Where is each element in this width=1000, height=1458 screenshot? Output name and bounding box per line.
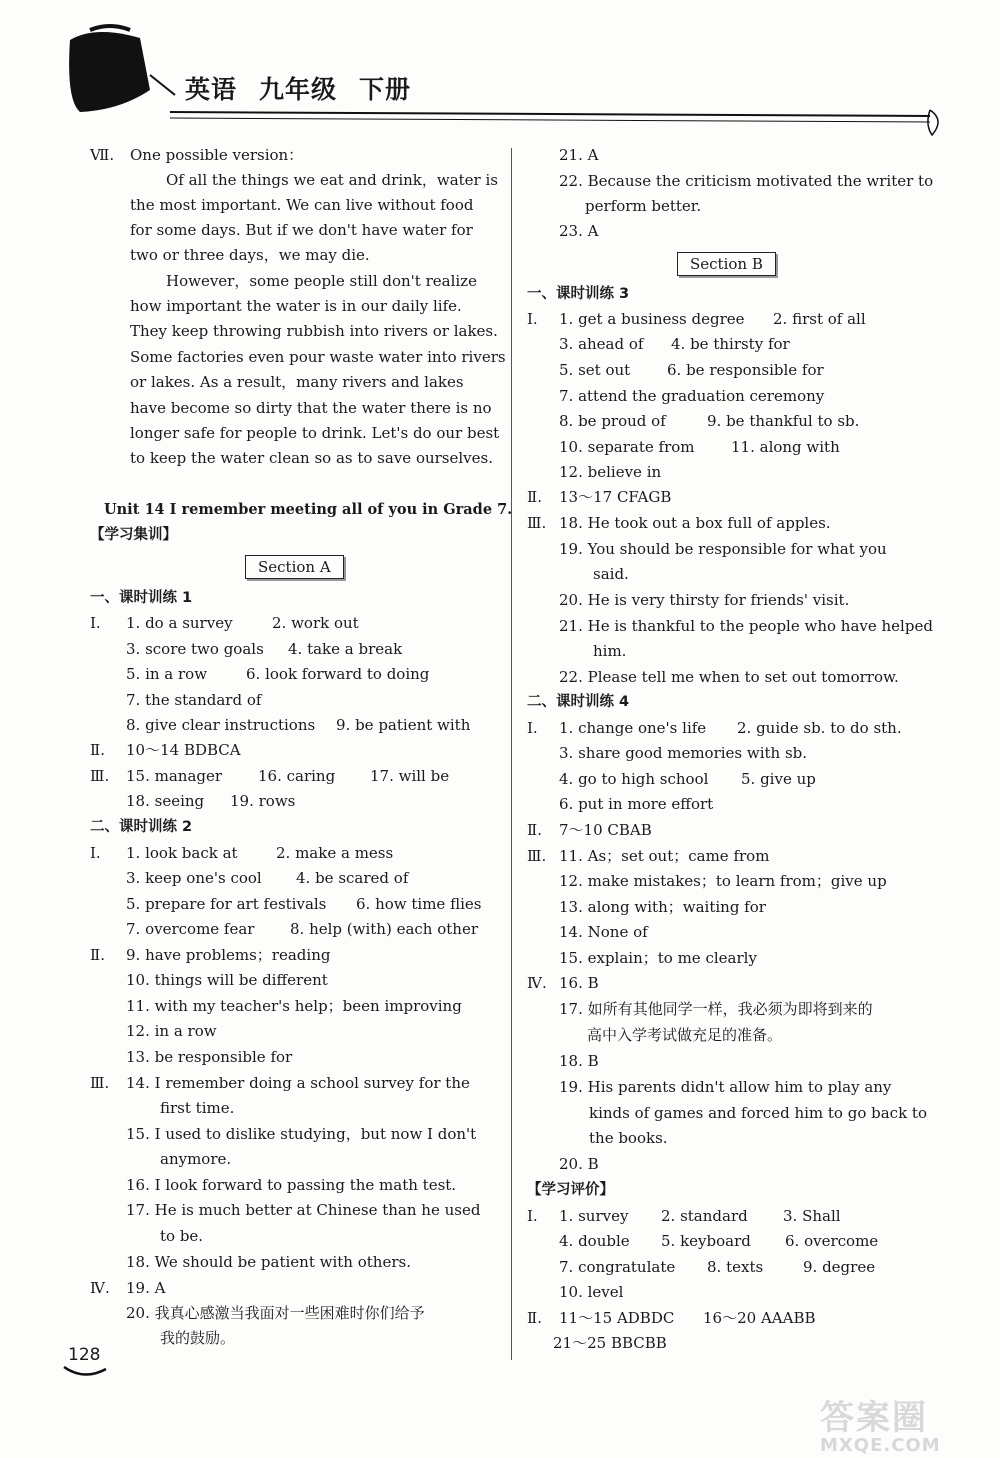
section-b-box: Section B xyxy=(677,252,776,276)
answer: 10～14 BDBCA xyxy=(126,741,241,759)
answer: 6. overcome xyxy=(785,1232,879,1250)
answer: 2. first of all xyxy=(773,310,866,328)
answer: 7. overcome fear xyxy=(126,920,255,938)
answer: 3. ahead of xyxy=(559,335,644,353)
answer: 9. have problems；reading xyxy=(126,946,331,964)
study-head: 【学习集训】 xyxy=(90,527,177,543)
answer: 19. You should be responsible for what you xyxy=(559,540,887,558)
answer: 12. make mistakes；to learn from；give up xyxy=(559,872,887,890)
answer: 21. A xyxy=(559,146,599,164)
answer: 16. caring xyxy=(258,767,336,785)
answer: 8. help (with) each other xyxy=(290,920,478,938)
answer: first time. xyxy=(160,1099,235,1117)
answer: 2. work out xyxy=(272,614,359,632)
essay-intro: One possible version： xyxy=(130,146,304,164)
answer: 8. give clear instructions xyxy=(126,716,316,734)
answer: 9. be patient with xyxy=(336,716,471,734)
answer: 11. with my teacher's help；been improving xyxy=(126,997,462,1015)
answer: 6. look forward to doing xyxy=(246,665,430,683)
answer: 2. guide sb. to do sth. xyxy=(737,719,902,737)
roman-ii: Ⅱ. xyxy=(527,1309,542,1327)
lesson-2-head: 二、课时训练 2 xyxy=(90,819,193,835)
answer: 20. 我真心感激当我面对一些困难时你们给予 xyxy=(126,1304,425,1322)
header-volume: 下册 xyxy=(359,75,412,104)
answer: 11. along with xyxy=(731,438,840,456)
answer: 高中入学考试做充足的准备。 xyxy=(587,1026,783,1044)
header-subject: 英语 xyxy=(185,75,238,104)
answer: 15. I used to dislike studying，but now I don't xyxy=(126,1125,477,1143)
answer: 1. survey xyxy=(559,1207,629,1225)
roman-iii: Ⅲ. xyxy=(527,514,547,532)
essay-line: have become so dirty that the water there is no xyxy=(130,399,492,417)
header-decoration xyxy=(0,0,1000,140)
answer: 17. He is much better at Chinese than he used xyxy=(126,1201,481,1219)
answer: 13. be responsible for xyxy=(126,1048,293,1066)
answer: 5. give up xyxy=(741,770,816,788)
answer: 18. B xyxy=(559,1052,599,1070)
answer: 1. change one's life xyxy=(559,719,707,737)
answer: 7. the standard of xyxy=(126,691,262,709)
answer: 20. B xyxy=(559,1155,599,1173)
answer: 18. He took out a box full of apples. xyxy=(559,514,831,532)
answer: 19. His parents didn't allow him to play any xyxy=(559,1078,892,1096)
answer: him. xyxy=(593,642,627,660)
page-number xyxy=(68,1345,100,1365)
answer: 4. take a break xyxy=(288,640,403,658)
answer: 6. be responsible for xyxy=(667,361,824,379)
roman-iv: Ⅳ. xyxy=(90,1279,110,1297)
answer: 16. I look forward to passing the math test. xyxy=(126,1176,457,1194)
answer: 10. level xyxy=(559,1283,624,1301)
answer: 15. manager xyxy=(126,767,223,785)
answer: 7～10 CBAB xyxy=(559,821,652,839)
answer: 4. be thirsty for xyxy=(671,335,790,353)
roman-i: Ⅰ. xyxy=(527,310,538,328)
answer: 18. seeing xyxy=(126,792,205,810)
answer: 10. separate from xyxy=(559,438,695,456)
page-header xyxy=(0,0,1000,140)
answer: 18. We should be patient with others. xyxy=(126,1253,411,1271)
essay-line: They keep throwing rubbish into rivers or lakes. xyxy=(130,322,498,340)
roman-iii: Ⅲ. xyxy=(90,767,110,785)
answer: 5. in a row xyxy=(126,665,208,683)
answer: 11～15 ADBDC xyxy=(559,1309,675,1327)
answer: 2. standard xyxy=(661,1207,748,1225)
answer: 19. A xyxy=(126,1279,166,1297)
essay-line: or lakes. As a result，many rivers and lakes xyxy=(130,373,464,391)
roman-ii: Ⅱ. xyxy=(527,821,542,839)
lesson-4-head: 二、课时训练 4 xyxy=(527,694,630,710)
answer: 12. in a row xyxy=(126,1022,217,1040)
roman-iii: Ⅲ. xyxy=(527,847,547,865)
essay-line: Some factories even pour waste water into rivers xyxy=(130,348,506,366)
eval-head: 【学习评价】 xyxy=(527,1182,614,1198)
answer: kinds of games and forced him to go back to xyxy=(589,1104,927,1122)
answer: to be. xyxy=(160,1227,204,1245)
essay-line: the most important. We can live without food xyxy=(130,196,474,214)
answer: 3. Shall xyxy=(783,1207,841,1225)
answer: 22. Because the criticism motivated the writer to xyxy=(559,172,934,190)
essay-line: two or three days，we may die. xyxy=(130,246,370,264)
essay-line: to keep the water clean so as to save ourselves. xyxy=(130,449,493,467)
roman-i: Ⅰ. xyxy=(527,1207,538,1225)
answer: 17. 如所有其他同学一样，我必须为即将到来的 xyxy=(559,1000,873,1018)
answer: 12. believe in xyxy=(559,463,662,481)
answer: 20. He is very thirsty for friends' visit. xyxy=(559,591,850,609)
answer: 5. set out xyxy=(559,361,631,379)
answer: 4. be scared of xyxy=(296,869,409,887)
answer: 8. texts xyxy=(707,1258,764,1276)
answer: 7. congratulate xyxy=(559,1258,676,1276)
roman-vii: Ⅶ. xyxy=(90,146,115,164)
answer: said. xyxy=(593,565,629,583)
essay-line: However，some people still don't realize xyxy=(166,272,477,290)
answer: 1. look back at xyxy=(126,844,238,862)
answer: 22. Please tell me when to set out tomorrow. xyxy=(559,668,899,686)
answer: 19. rows xyxy=(230,792,296,810)
section-a-box: Section A xyxy=(245,555,344,579)
roman-iv: Ⅳ. xyxy=(527,974,547,992)
answer: 1. do a survey xyxy=(126,614,233,632)
answer: 3. share good memories with sb. xyxy=(559,744,808,762)
essay-line: for some days. But if we don't have water for xyxy=(130,221,473,239)
answer: 21. He is thankful to the people who have helped xyxy=(559,617,933,635)
answer: 17. will be xyxy=(370,767,450,785)
roman-i: Ⅰ. xyxy=(527,719,538,737)
roman-ii: Ⅱ. xyxy=(90,946,105,964)
roman-i: Ⅰ. xyxy=(90,844,101,862)
header-title xyxy=(185,70,433,106)
answer: 13～17 CFAGB xyxy=(559,488,672,506)
answer: 6. put in more effort xyxy=(559,795,714,813)
answer: perform better. xyxy=(585,197,702,215)
column-divider xyxy=(511,148,512,1360)
page-number-text: 128 xyxy=(68,1345,101,1365)
answer: 3. keep one's cool xyxy=(126,869,262,887)
answer: 14. I remember doing a school survey for the xyxy=(126,1074,470,1092)
essay-line: how important the water is in our daily life. xyxy=(130,297,462,315)
answer: anymore. xyxy=(160,1150,232,1168)
answer: the books. xyxy=(589,1129,668,1147)
answer: 15. explain；to me clearly xyxy=(559,949,757,967)
answer: 11. As；set out；came from xyxy=(559,847,770,865)
answer: 7. attend the graduation ceremony xyxy=(559,387,825,405)
answer: 我的鼓励。 xyxy=(160,1329,236,1347)
answer: 1. get a business degree xyxy=(559,310,745,328)
answer: 9. be thankful to sb. xyxy=(707,412,860,430)
essay-line: longer safe for people to drink. Let's do our best xyxy=(130,424,500,442)
lesson-3-head: 一、课时训练 3 xyxy=(527,286,630,302)
answer: 4. double xyxy=(559,1232,630,1250)
lesson-1-head: 一、课时训练 1 xyxy=(90,590,193,606)
answer: 16. B xyxy=(559,974,599,992)
header-grade: 九年级 xyxy=(259,75,338,104)
answer: 21～25 BBCBB xyxy=(553,1334,667,1352)
unit-title: Unit 14 I remember meeting all of you in Grade 7. xyxy=(104,501,513,518)
roman-iii: Ⅲ. xyxy=(90,1074,110,1092)
answer: 5. prepare for art festivals xyxy=(126,895,327,913)
watermark-url: MXQE.COM xyxy=(820,1435,941,1456)
answer: 10. things will be different xyxy=(126,971,328,989)
answer: 9. degree xyxy=(803,1258,876,1276)
answer: 6. how time flies xyxy=(356,895,482,913)
roman-i: Ⅰ. xyxy=(90,614,101,632)
essay-line: Of all the things we eat and drink，water is xyxy=(166,171,498,189)
roman-ii: Ⅱ. xyxy=(90,741,105,759)
answer: 3. score two goals xyxy=(126,640,264,658)
watermark-logo xyxy=(820,1390,990,1456)
watermark-text: 答案圈 xyxy=(820,1398,928,1438)
page-number-swoosh xyxy=(62,1365,108,1379)
roman-ii: Ⅱ. xyxy=(527,488,542,506)
answer: 23. A xyxy=(559,222,599,240)
answer: 2. make a mess xyxy=(276,844,394,862)
answer: 5. keyboard xyxy=(661,1232,751,1250)
answer: 14. None of xyxy=(559,923,648,941)
answer: 16～20 AAABB xyxy=(703,1309,816,1327)
answer: 13. along with；waiting for xyxy=(559,898,766,916)
answer: 4. go to high school xyxy=(559,770,709,788)
answer: 8. be proud of xyxy=(559,412,666,430)
